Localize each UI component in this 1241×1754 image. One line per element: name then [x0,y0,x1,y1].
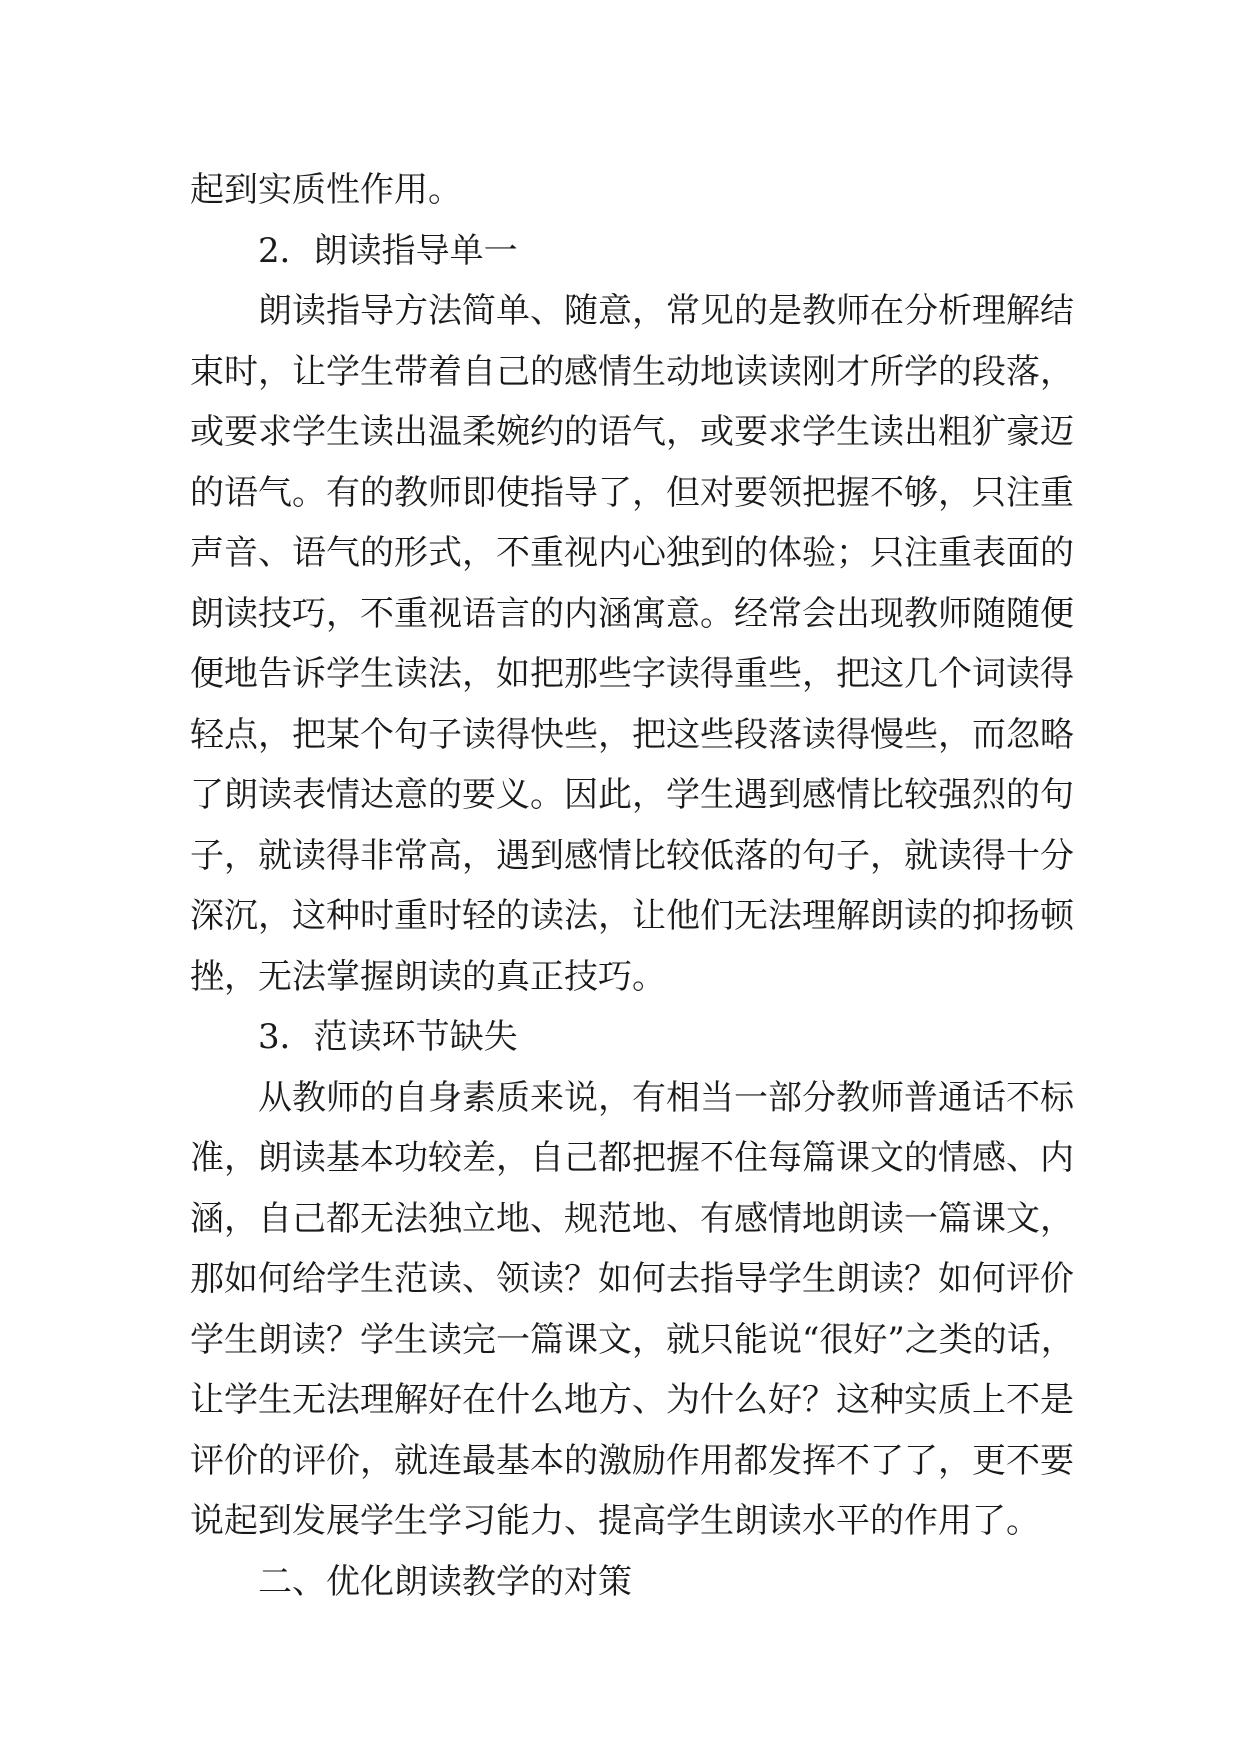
paragraph-line: 准，朗读基本功较差，自己都把握不住每篇课文的情感、内 [190,1138,1074,1178]
paragraph-line: 让学生无法理解好在什么地方、为什么好？这种实质上不是 [190,1380,1074,1420]
paragraph-line: 了朗读表情达意的要义。因此，学生遇到感情比较强烈的句 [190,775,1074,815]
paragraph-line: 的语气。有的教师即使指导了，但对要领把握不够，只注重 [190,472,1074,513]
section-heading-main: 二、优化朗读教学的对策 [258,1561,632,1602]
paragraph-line: 束时，让学生带着自己的感情生动地读读刚才所学的段落， [190,351,1074,392]
paragraph-line: 那如何给学生范读、领读？如何去指导学生朗读？如何评价 [190,1259,1074,1299]
paragraph-line: 评价的评价，就连最基本的激励作用都发挥不了了，更不要 [190,1440,1074,1481]
paragraph-line: 学生朗读？学生读完一篇课文，就只能说“很好”之类的话， [190,1319,1075,1360]
paragraph-line: 说起到发展学生学习能力、提高学生朗读水平的作用了。 [190,1501,1040,1541]
paragraph-line: 便地告诉学生读法，如把那些字读得重些，把这几个词读得 [190,654,1074,694]
paragraph-line: 起到实质性作用。 [190,170,462,210]
paragraph-line: 或要求学生读出温柔婉约的语气，或要求学生读出粗犷豪迈 [190,412,1074,452]
paragraph-line: 从教师的自身素质来说，有相当一部分教师普通话不标 [258,1077,1074,1118]
paragraph-line: 涵，自己都无法独立地、规范地、有感情地朗读一篇课文， [190,1198,1074,1239]
paragraph-line: 深沉，这种时重时轻的读法，让他们无法理解朗读的抑扬顿 [190,896,1074,936]
paragraph-line: 子，就读得非常高，遇到感情比较低落的句子，就读得十分 [190,835,1074,876]
paragraph-line: 朗读指导方法简单、随意，常见的是教师在分析理解结 [258,291,1074,331]
section-heading-2: 2．朗读指导单一 [258,230,518,271]
section-heading-3: 3．范读环节缺失 [258,1017,518,1057]
paragraph-line: 朗读技巧，不重视语言的内涵寓意。经常会出现教师随随便 [190,593,1074,634]
paragraph-line: 轻点，把某个句子读得快些，把这些段落读得慢些，而忽略 [190,714,1074,755]
paragraph-line: 挫，无法掌握朗读的真正技巧。 [190,956,666,997]
paragraph-line: 声音、语气的形式，不重视内心独到的体验；只注重表面的 [190,533,1074,573]
body-text [190,160,1075,1612]
